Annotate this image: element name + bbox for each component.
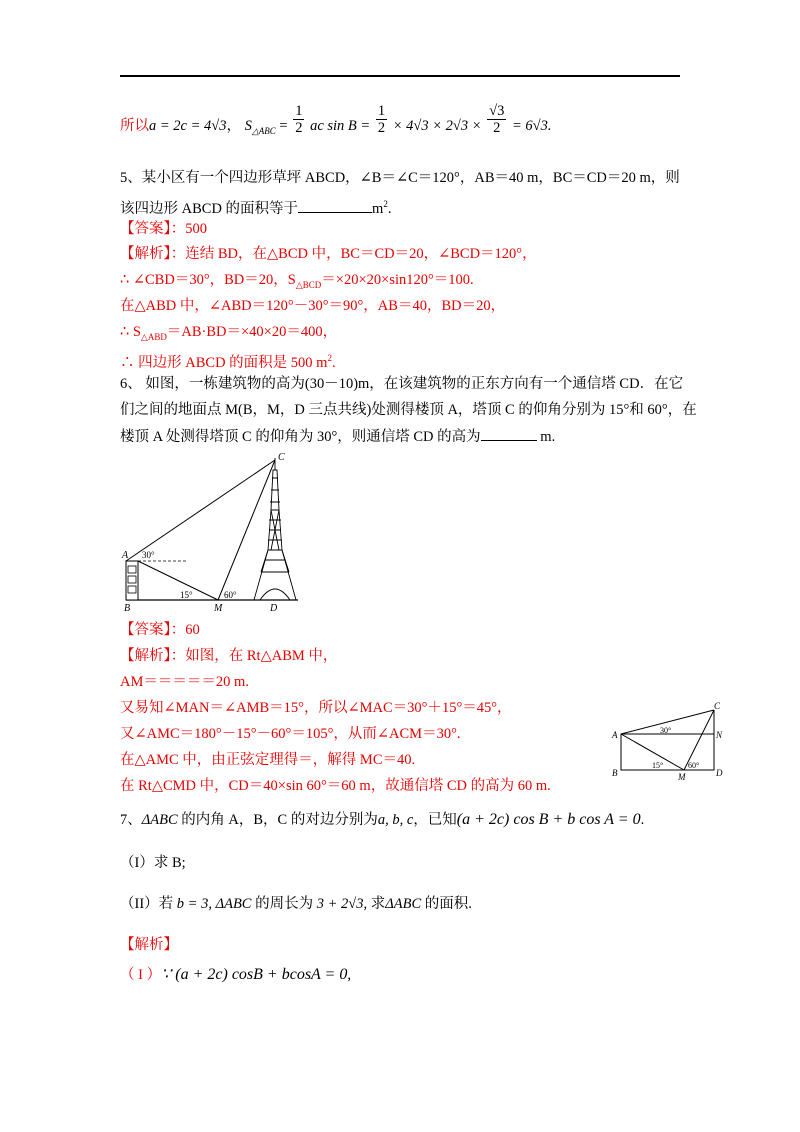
top-red-prefix: 所以 <box>120 118 149 134</box>
fig1-angle-60: 60° <box>224 590 237 600</box>
q5-answer: 【答案】：500 <box>120 221 207 237</box>
fig2-label-A: A <box>612 730 618 740</box>
fig2-label-N: N <box>716 730 723 740</box>
top-eq1: a = 2c = 4√3 <box>149 118 227 134</box>
fig2-label-C: C <box>714 701 721 711</box>
q5-sol2: ∴ ∠CBD＝30°，BD＝20，$S_{\triangle BCD}=\times 20\times 20\times\sin 120^\circ=100$. <box>120 272 474 290</box>
fig2-angle-30: 30° <box>660 726 672 735</box>
q6-sol6: 在 Rt△CMD 中，CD＝40×sin 60°＝60 m，故通信塔 CD 的高为 60 m. <box>120 778 551 794</box>
q6-answer: 【答案】：60 <box>120 622 200 638</box>
q7-part1: （I）求 B; <box>120 855 186 871</box>
q5-answer-blank <box>298 198 372 213</box>
top-eq2-b: ac sin B = <box>310 118 371 134</box>
q6-sol1: 【解析】：如图，在 Rt△ABM 中， <box>120 648 338 664</box>
q6-line1: 6、 如图，一栋建筑物的高为(30－10)m，在该建筑物的正东方向有一个通信塔 CD．在它 <box>120 376 684 392</box>
fig1-angle-30: 30° <box>142 550 155 560</box>
fig1-angle-15: 15° <box>180 590 193 600</box>
q6-line2: 们之间的地面点 M(B，M，D 三点共线)处测得楼顶 A，塔顶 C 的仰角分别为 15°和 60°，在 <box>120 402 697 418</box>
q5-sol5: ∴ 四边形 ABCD 的面积是 500 $m^2$. <box>120 353 336 371</box>
q6-figure-solution <box>608 700 728 785</box>
q5-sol3: 在△ABD 中，∠ABD＝120°－30°＝90°，AB＝40，BD＝20， <box>120 298 506 314</box>
q7-sol1: （ I ）∵ (a + 2c) cosB + bcosA = 0, <box>120 966 351 983</box>
fig1-label-M: M <box>214 603 223 614</box>
fig2-angle-15: 15° <box>652 761 664 770</box>
q6-sol4: 又∠AMC＝180°－15°－60°＝105°，从而∠ACM＝30°. <box>120 726 461 742</box>
q6-figure-tower <box>118 450 308 615</box>
q7-analysis: 【解析】 <box>120 937 178 953</box>
fig2-angle-60: 60° <box>688 761 700 770</box>
top-s-label: S <box>244 118 252 134</box>
top-sep: ， <box>226 118 241 134</box>
q5-line1: 5、某小区有一个四边形草坪 ABCD，∠B＝∠C＝120°，AB＝40 m，BC＝CD＝20 m，则 <box>120 170 680 186</box>
q5-sol4: ∴ $S_{\triangle ABD}=AB\cdot BD=\times 40\times 20=400$， <box>120 324 338 342</box>
q6-sol3: 又易知∠MAN＝∠AMB＝15°，所以∠MAC＝30°＋15°＝45°， <box>120 700 512 716</box>
fig2-label-B: B <box>612 768 618 778</box>
header-rule <box>120 75 680 77</box>
q5-line2: 该四边形 ABCD 的面积等于 $m^2$. <box>120 199 392 217</box>
top-formula-line <box>120 103 552 143</box>
fig1-label-C: C <box>278 452 285 463</box>
q6-line3: 楼顶 A 处测得塔顶 C 的仰角为 30°，则通信塔 CD 的高为 m. <box>120 426 555 447</box>
q6-sol2: AM＝＝＝＝＝20 m. <box>120 674 249 690</box>
fig2-label-D: D <box>716 768 723 778</box>
top-eq2-d: = 6√3. <box>511 118 552 134</box>
fig1-label-B: B <box>124 603 131 614</box>
q6-sol5: 在△AMC 中，由正弦定理得＝，解得 MC＝40. <box>120 752 416 768</box>
q6-answer-blank <box>481 426 537 441</box>
top-eq2-c: × 4√3 × 2√3 × <box>392 118 482 134</box>
top-s-sub: △ABC <box>251 125 276 136</box>
q7-line1: 7、ΔABC 的内角 A，B，C 的对边分别为a, b, c，已知(a + 2c) cos B + b cos A = 0. <box>120 811 645 828</box>
top-frac-half: $\frac{1}{2}$ <box>295 103 303 137</box>
top-frac-sqrt3: $\frac{√3}{2}$ <box>489 103 505 137</box>
q7-part2: （II）若 b = 3, ΔABC 的周长为 3 + 2√3, 求ΔABC 的面积. <box>120 896 472 912</box>
fig1-label-D: D <box>270 603 278 614</box>
fig2-label-M: M <box>678 772 686 782</box>
fig1-label-A: A <box>122 550 129 561</box>
q5-sol1: 【解析】：连结 BD，在△BCD 中，BC＝CD＝20，∠BCD＝120°， <box>120 246 537 262</box>
top-frac-half-2: $\frac{1}{2}$ <box>377 103 386 137</box>
top-eq2-a: = <box>279 118 288 134</box>
